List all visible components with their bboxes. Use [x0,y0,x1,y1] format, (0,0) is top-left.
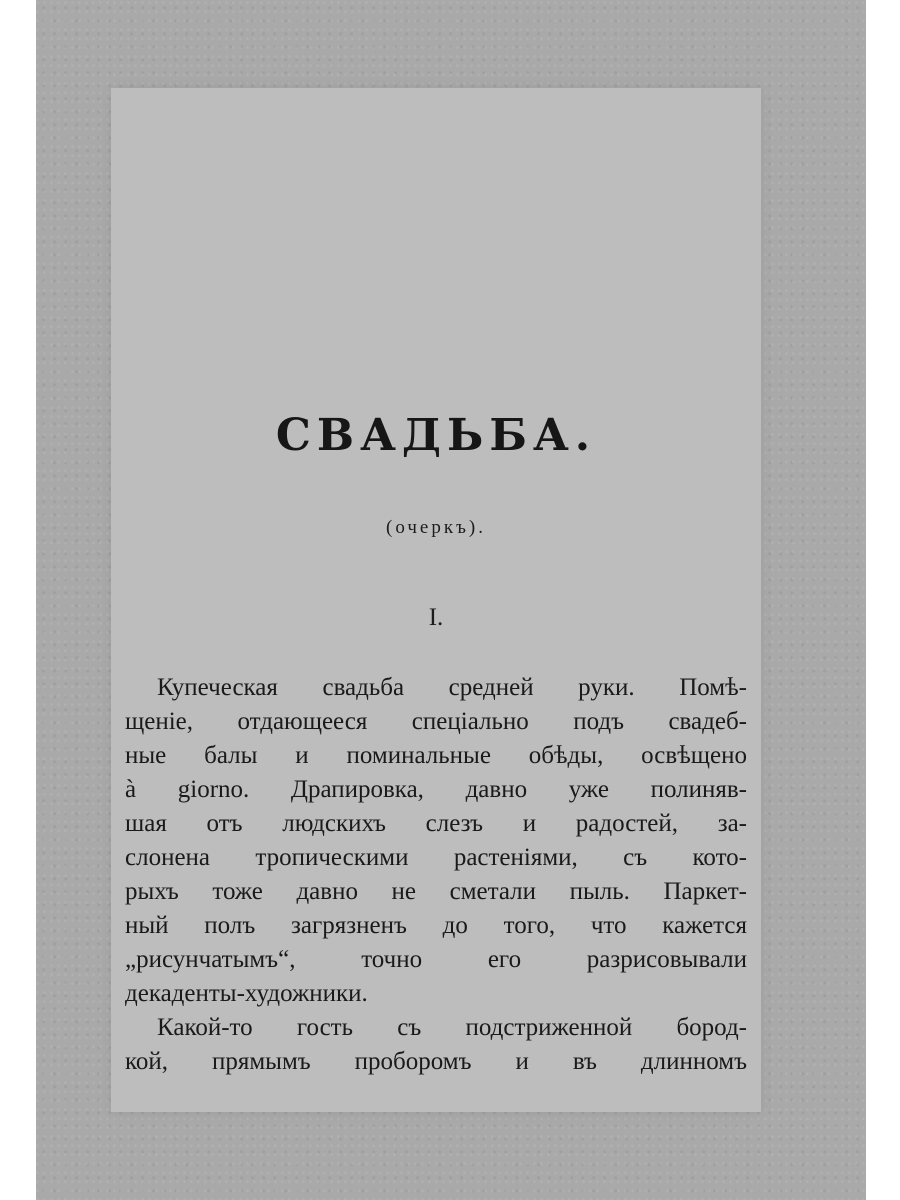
text-line: кой, прямымъ проборомъ и въ длинномъ [125,1048,747,1075]
text-line: Какой-то гость съ подстриженной бород- [157,1014,747,1041]
body-text [125,671,747,1079]
text-line: декаденты-художники. [125,980,368,1007]
text-line: ный полъ загрязненъ до того, что кажется [125,912,747,939]
text-line: слонена тропическими растеніями, съ кото- [125,844,747,871]
text-line: рыхъ тоже давно не сметали пыль. Паркет- [125,878,747,905]
page-title: СВАДЬБА. [275,410,597,461]
chapter-number: I. [428,604,444,631]
book-page [111,88,761,1112]
text-line: щеніе, отдающееся спеціально подъ свадеб- [125,708,747,735]
text-line: Купеческая свадьба средней руки. Помѣ- [157,674,747,701]
text-line: шая отъ людскихъ слезъ и радостей, за- [125,810,747,837]
page-subtitle: (очеркъ). [386,517,486,538]
text-line: à giorno. Драпировка, давно уже полиняв- [125,776,747,803]
text-line: ные балы и поминальные обѣды, освѣщено [125,742,747,769]
text-line: „рисунчатымъ“, точно его разрисовывали [125,946,747,973]
